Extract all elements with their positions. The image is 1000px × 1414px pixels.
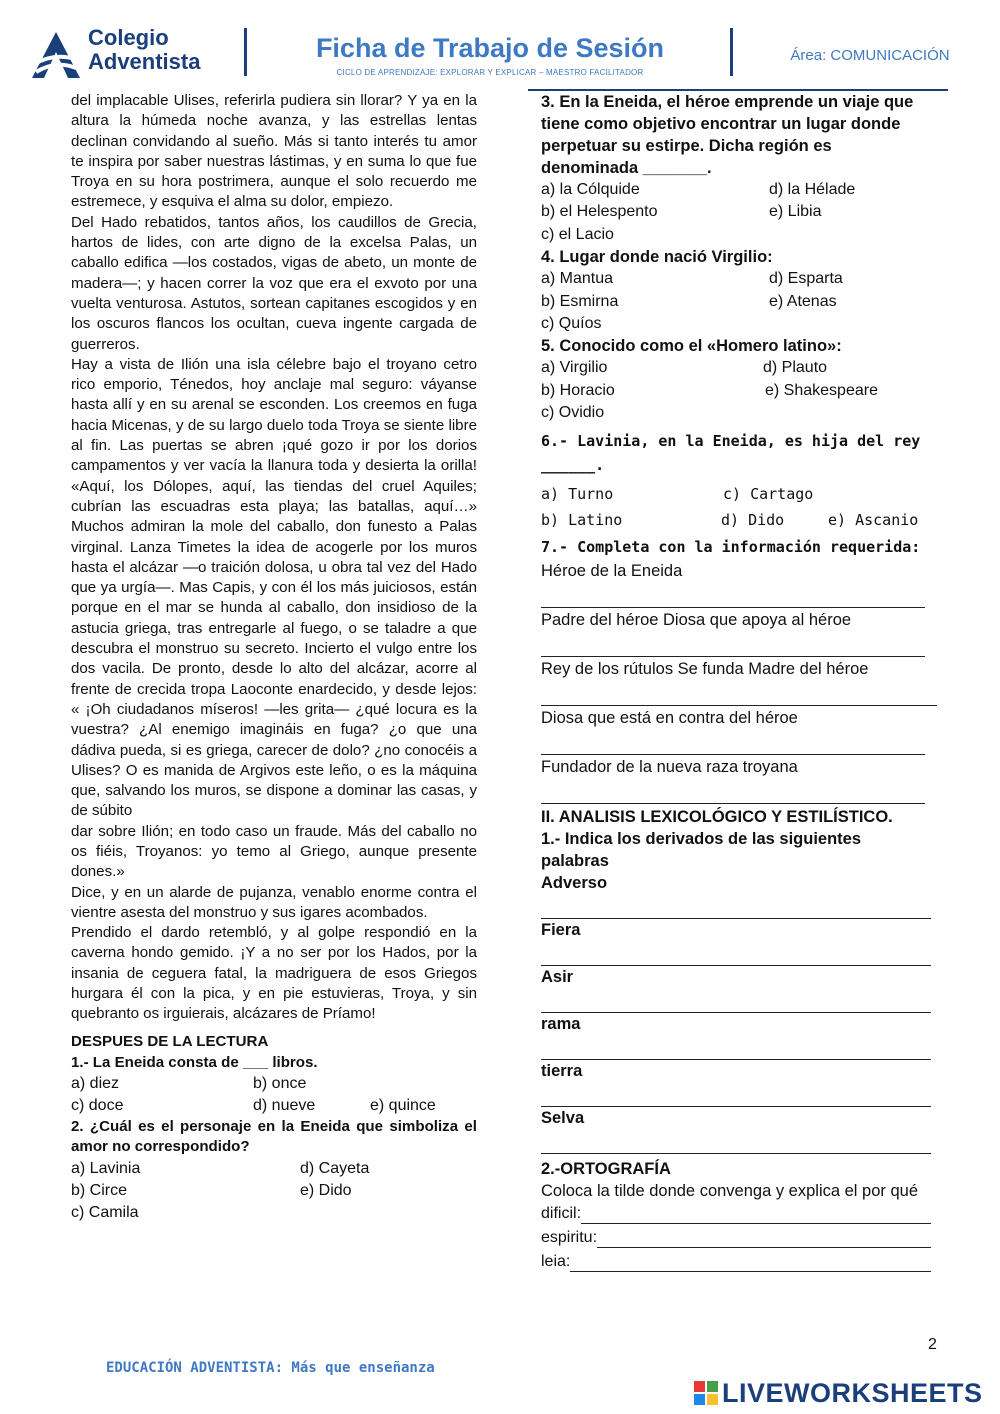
fill-item-label: Rey de los rútulos Se funda Madre del héroe [541, 659, 869, 678]
section-2-title: II. ANALISIS LEXICOLÓGICO Y ESTILÍSTICO. [541, 807, 893, 826]
option[interactable]: e) Atenas [769, 292, 837, 310]
header-divider-left [244, 28, 247, 76]
orthography-word: espiritu: [541, 1228, 598, 1246]
reading-paragraph: Dice, y en un alarde de pujanza, venablo enorme contra el vientre asesta del monstruo y sus igares acombados. [71, 883, 477, 921]
option[interactable]: e) Dido [300, 1181, 352, 1199]
answer-line[interactable] [541, 894, 931, 919]
orthography-word: leia: [541, 1252, 571, 1270]
header-divider-right [730, 28, 733, 76]
option[interactable]: e) Ascanio [828, 510, 919, 529]
option[interactable]: c) Quíos [541, 315, 602, 333]
option[interactable]: b) Esmirna [541, 292, 619, 310]
answer-line[interactable] [541, 1035, 931, 1060]
orthography-instruction: Coloca la tilde donde convenga y explica el por qué [541, 1181, 919, 1200]
answer-line[interactable] [541, 583, 925, 608]
option[interactable]: b) once [253, 1074, 307, 1092]
liveworksheets-logo-icon [694, 1381, 718, 1405]
option[interactable]: e) Libia [769, 203, 822, 221]
option[interactable]: e) quince [370, 1096, 436, 1114]
question-5: 5. Conocido como el «Homero latino»: [541, 337, 842, 356]
answer-line[interactable] [541, 988, 931, 1013]
derivative-word: Adverso [541, 873, 608, 892]
after-reading-heading: DESPUES DE LA LECTURA [71, 1032, 269, 1050]
option[interactable]: d) Dido [721, 510, 785, 529]
option[interactable]: c) el Lacio [541, 225, 614, 243]
answer-line[interactable] [581, 1202, 931, 1224]
answer-line[interactable] [541, 1129, 931, 1154]
option[interactable]: b) el Helespento [541, 203, 658, 221]
page-title: Ficha de Trabajo de Sesión [315, 33, 665, 63]
reading-paragraph: Hay a vista de Ilión una isla célebre bajo el troyano cetro rico emporio, Ténedos, hoy anclaje mal seguro: váyanse hasta allí y en su arenal se esconden. Los creemos en fuga hacia Micenas, y de su largo duelo toda Troya se siente libre al fin. Las puertas se abren ¡qué gozo ir por los dorios campamentos y ver vacía la llanura toda y desierta la orilla! «Aquí, los Dólopes, aquí, las tiendas del cruel Aquiles; cubrían las escuadras esta playa; las batallas, aquí…» Muchos admiran la mole del caballo, don funesto a Palas virginal. Lanza Timetes la idea de acogerle por los muros hasta el alcázar —o traición dolosa, u obra tal vez del Hado que ya urgía—. Mas Capis, y con él los más juiciosos, están porque en el mar se hunda al caballo, don insidioso de la astucia griega, tras entregarle al fuego, o se taladre a que descubra el monstruo su secreto. Incierto el vulgo entre los dos vacila. De pronto, desde lo alto del alcázar, acorre al frente de crecida tropa Laoconte enardecido, y desde lejos: « ¡Oh ciudadanos míseros! —les grita— ¿qué locura es la vuestra? ¿Al enemigo imagináis en fuga? ¿o que una dádiva pueda, si es griega, carecer de dolo? ¿no conocéis a Ulises? O es manida de Argivos este leño, o es la máquina que, salvando los muros, se dispone a dominar las casas, y de súbito [71, 355, 477, 820]
answer-line[interactable] [541, 779, 925, 804]
answer-line[interactable] [541, 1082, 931, 1107]
answer-line[interactable] [541, 730, 925, 755]
left-column [71, 91, 477, 1224]
option[interactable]: a) Lavinia [71, 1159, 141, 1177]
reading-paragraph: Prendido el dardo retembló, y al golpe respondió en la caverna hondo gemido. ¡Y a no ser por los Hados, por la insania de ceguera fatal, la madriguera de esos Griegos hurgara él con la pica, y en pie estuvieras, Troya, y sin quebranto os irguierais, alcázares de Príamo! [71, 924, 477, 1023]
question-7: 7.- Completa con la información requerida: [541, 537, 921, 556]
option[interactable]: a) Mantua [541, 270, 614, 288]
page-subtitle: CICLO DE APRENDIZAJE: EXPLORAR Y EXPLICAR – MAESTRO FACILITADOR [336, 68, 644, 77]
derivative-word: Selva [541, 1108, 585, 1127]
option[interactable]: d) Cayeta [300, 1159, 370, 1177]
fill-item-label: Padre del héroe Diosa que apoya al héroe [541, 610, 852, 629]
option[interactable]: d) Plauto [763, 359, 828, 377]
logo-line2: Adventista [88, 49, 201, 74]
question-1: 1.- La Eneida consta de ___ libros. [71, 1053, 318, 1071]
option[interactable]: a) diez [71, 1074, 120, 1092]
fill-item-label: Fundador de la nueva raza troyana [541, 757, 798, 776]
option[interactable]: b) Circe [71, 1181, 128, 1199]
question-3: 3. En la Eneida, el héroe emprende un viaje que tiene como objetivo encontrar un lugar donde perpetuar su estirpe. Dicha región es denominada _______. [541, 93, 914, 177]
answer-line[interactable] [541, 681, 937, 706]
orthography-title: 2.-ORTOGRAFÍA [541, 1159, 671, 1178]
option[interactable]: c) doce [71, 1096, 124, 1114]
section-2-question-1: 1.- Indica los derivados de las siguientes palabras [541, 829, 862, 870]
answer-line[interactable] [597, 1226, 931, 1248]
option[interactable]: a) Virgilio [541, 359, 608, 377]
option[interactable]: c) Cartago [723, 484, 814, 503]
orthography-word: dificil: [541, 1204, 582, 1222]
reading-paragraph: del implacable Ulises, referirla pudiera sin llorar? Y ya en la altura la húmeda noche avanza, y las estrellas lentas declinan convidando al sueño. Más si tanto interés tu amor te inspira por saber nuestras lástimas, y en suma lo que fue Troya en su hora postrimera, aunque el solo recuerdo me estremece, y esquiva el alma su dolor, empiezo. [71, 92, 477, 211]
option[interactable]: a) la Cólquide [541, 181, 640, 198]
page-number: 2 [928, 1336, 937, 1353]
reading-paragraph: dar sobre Ilión; en todo caso un fraude. Más del caballo no os fiéis, Troyanos: yo temo al Griego, aunque presente dones.» [71, 822, 477, 881]
footer-slogan: EDUCACIÓN ADVENTISTA: Más que enseñanza [106, 1360, 435, 1376]
option[interactable]: e) Shakespeare [765, 381, 878, 399]
answer-line[interactable] [541, 941, 931, 966]
option[interactable]: d) la Hélade [769, 181, 856, 198]
school-logo [30, 26, 245, 82]
derivative-word: Fiera [541, 920, 581, 939]
question-4: 4. Lugar donde nació Virgilio: [541, 248, 773, 267]
question-2: 2. ¿Cuál es el personaje en la Eneida que simboliza el amor no correspondido? [71, 1117, 477, 1156]
option[interactable]: b) Latino [541, 510, 623, 529]
answer-line[interactable] [541, 632, 925, 657]
option[interactable]: c) Ovidio [541, 404, 605, 422]
fill-item-label: Héroe de la Eneida [541, 561, 683, 580]
option[interactable]: c) Camila [71, 1203, 139, 1221]
option[interactable]: a) Turno [541, 484, 614, 503]
derivative-word: rama [541, 1014, 581, 1033]
option[interactable]: b) Horacio [541, 381, 615, 399]
reading-paragraph: Del Hado rebatidos, tantos años, los caudillos de Grecia, hartos de lides, con arte digno de la excelsa Palas, un caballo edifica —los costados, vigas de abeto, un monte de madera—; y hacen correr la voz que era el exvoto por una vuelta venturosa. Astutos, sortean capitanes escogidos y en los oscuros flancos los ocultan, cueva ingente cargada de guerreros. [71, 213, 477, 353]
derivative-word: Asir [541, 967, 574, 986]
answer-line[interactable] [570, 1250, 931, 1272]
right-column [541, 91, 933, 1274]
fill-item-label: Diosa que está en contra del héroe [541, 708, 798, 727]
derivative-word: tierra [541, 1061, 583, 1080]
logo-emblem-icon [30, 30, 82, 80]
area-label: Área: COMUNICACIÓN [790, 47, 950, 64]
logo-line1: Colegio [88, 25, 169, 50]
option[interactable]: d) nueve [253, 1096, 316, 1114]
liveworksheets-watermark: LIVEWORKSHEETS [722, 1378, 983, 1408]
question-6: 6.- Lavinia, en la Eneida, es hija del rey ______. [541, 431, 921, 474]
page-header [0, 0, 1000, 90]
option[interactable]: d) Esparta [769, 270, 843, 288]
